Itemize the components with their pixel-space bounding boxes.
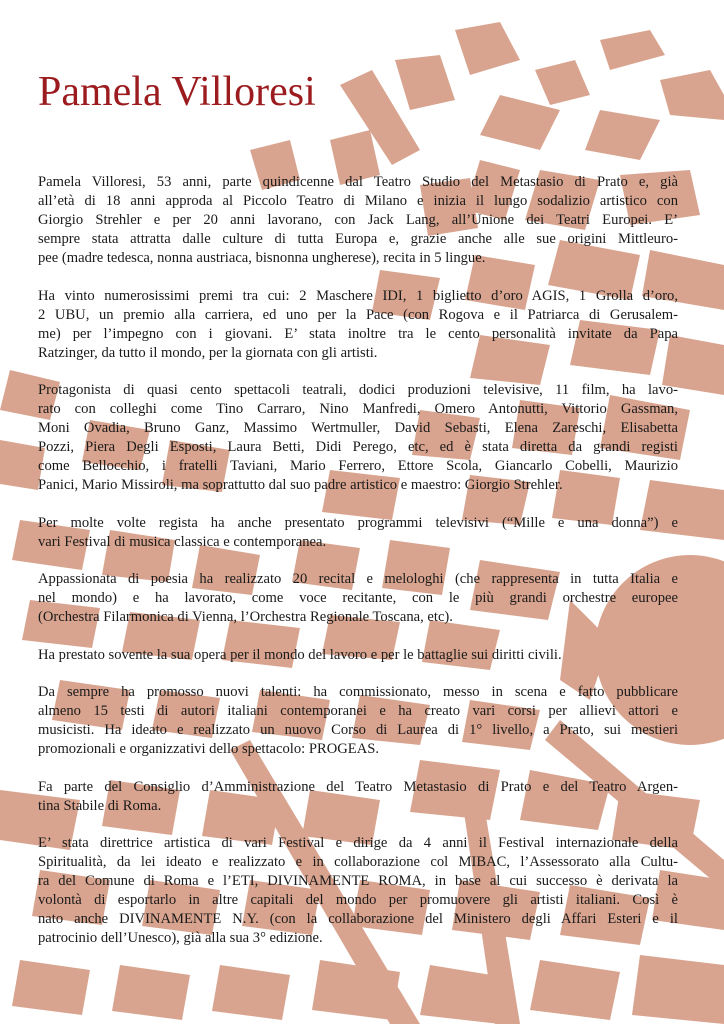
text-line: Per molte volte regista ha anche presentato programmi televisivi (“Mille e una donna”) e [38,514,678,531]
page-title: Pamela Villoresi [38,69,316,115]
text-line: ra del Comune di Roma e l’ETI, DIVINAMENTE ROMA, in base al cui successo è derivata la [38,873,678,889]
paragraph [38,570,678,627]
text-line: sempre stata attratta dalle culture di tutta Europa e, grazie anche alle sue origini Mittleuro- [38,231,678,247]
text-line: rato con colleghi come Tino Carraro, Nino Manfredi, Omero Antonutti, Vittorio Gassman, [38,401,678,417]
text-line: pee (madre tedesca, nonna austriaca, bisnonna ungherese), recita in 5 lingue. [38,250,486,266]
paragraph [38,683,678,759]
text-line: Pamela Villoresi, 53 anni, parte quindicenne dal Teatro Studio del Metastasio di Prato e, già [38,174,678,190]
paragraph [38,834,678,948]
text-line: Panici, Mario Missiroli, ma soprattutto dal suo padre artistico e maestro: Giorgio Strehler. [38,477,563,493]
paragraph [38,381,678,495]
text-line: Spiritualità, da lei ideato e realizzato e in collaborazione col MIBAC, l’Assessorato alla Cultu- [38,854,678,870]
text-line: Da sempre ha promosso nuovi talenti: ha commissionato, messo in scena e fatto pubblicare [38,684,678,700]
text-line: musicisti. Ha ideato e realizzato un nuovo Corso di Laurea di 1° livello, a Prato, sui mestieri [38,722,678,738]
text-line: me) per l’impegno con i giovani. E’ stata inoltre tra le cento personalità invitate da Papa [38,325,678,342]
text-line: Ratzinger, da tutto il mondo, per la giornata con gli artisti. [38,344,378,361]
text-line: tina Stabile di Roma. [38,797,162,814]
text-line: patrocinio dell’Unesco), già alla sua 3° edizione. [38,930,323,946]
text-line: Giorgio Strehler e per 20 anni lavorano, con Jack Lang, all’Unione dei Teatri Europei. E’ [38,212,678,228]
paragraph [38,173,678,268]
text-line: Pozzi, Piera Degli Esposti, Laura Betti, Didi Perego, etc, ed è stata diretta da grandi registi [38,439,678,455]
text-line: Protagonista di quasi cento spettacoli teatrali, dodici produzioni televisive, 11 film, ha lavo- [38,382,678,398]
text-line: Fa parte del Consiglio d’Amministrazione del Teatro Metastasio di Prato e del Teatro Argen- [38,778,678,795]
text-line: E’ stata direttrice artistica di vari Festival e dirige da 4 anni il Festival internazionale della [38,835,678,851]
paragraph [38,514,678,552]
text-line: 2 UBU, un premio alla carriera, ed uno per la Pace (con Rogova e il Patriarca di Gerusalem- [38,306,678,323]
text-line: all’età di 18 anni approda al Piccolo Teatro di Milano e inizia il lungo sodalizio artistico con [38,193,678,209]
paragraph [38,646,678,665]
text-line: nato anche DIVINAMENTE N.Y. (con la collaborazione del Ministero degli Affari Esteri e il [38,911,678,927]
text-line: almeno 15 testi di autori italiani contemporanei e ha creato vari corsi per allievi attori e [38,703,678,719]
paragraph [38,778,678,816]
text-line: come Bellocchio, i fratelli Taviani, Mario Ferrero, Ettore Scola, Giancarlo Cobelli, Maurizio [38,458,678,474]
text-line: Ha vinto numerosissimi premi tra cui: 2 Maschere IDI, 1 biglietto d’oro AGIS, 1 Grolla d’oro, [38,287,678,304]
paragraph [38,287,678,363]
text-line: nel mondo) e ha lavorato, come voce recitante, con le più grandi orchestre europee [38,590,678,606]
text-line: (Orchestra Filarmonica di Vienna, l’Orchestra Regionale Toscana, etc). [38,609,453,625]
text-line: Moni Ovadia, Bruno Ganz, Massimo Wertmuller, David Sebasti, Elena Zareschi, Elisabetta [38,420,678,436]
text-line: promozionali e organizzativi dello spettacolo: PROGEAS. [38,741,379,757]
text-line: Appassionata di poesia ha realizzato 20 recital e melologhi (che rappresenta in tutta Italia e [38,571,678,587]
text-line: Ha prestato sovente la sua opera per il mondo del lavoro e per le battaglie sui diritti civili. [38,646,562,663]
text-line: volontà di esportarlo in altre capitali del mondo per promuovere gli artisti italiani. Così è [38,892,678,908]
biography-text [38,173,678,967]
text-line: vari Festival di musica classica e contemporanea. [38,533,327,550]
